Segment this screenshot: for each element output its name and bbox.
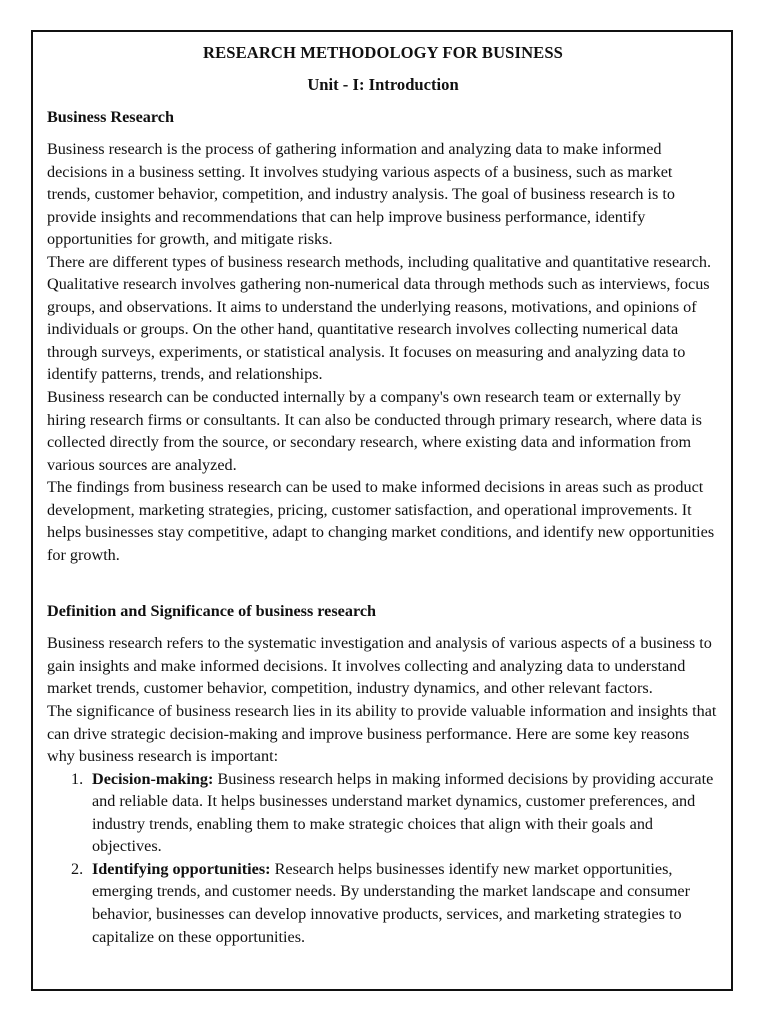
page-border xyxy=(31,30,733,991)
paragraph: Business research can be conducted internally by a company's own research team or externally by hiring research firms or consultants. It can also be conducted through primary research, where data is collected directly from the source, or secondary research, where existing data and information from various sources are analyzed. xyxy=(47,388,702,474)
list-text: Business research helps in making informed decisions by providing accurate and reliable data. It helps businesses understand market dynamics, customer preferences, and industry trends, enabling them to make strategic choices that align with their goals and objectives. xyxy=(92,769,714,856)
list-item xyxy=(47,858,719,948)
document-title: RESEARCH METHODOLOGY FOR BUSINESS xyxy=(203,43,563,62)
paragraph: There are different types of business research methods, including qualitative and quantitative research. Qualitative research involves gathering non-numerical data through methods such as interviews, focus groups, and observations. It aims to understand the underlying reasons, motivations, and opinions of individuals or groups. On the other hand, quantitative research involves collecting numerical data through surveys, experiments, or statistical analysis. It focuses on measuring and analyzing data to identify patterns, trends, and relationships. xyxy=(47,252,712,384)
list-term: Identifying opportunities: xyxy=(92,859,271,878)
section-body-definition-significance xyxy=(47,632,719,948)
paragraph: The findings from business research can be used to make informed decisions in areas such as product development, marketing strategies, pricing, customer satisfaction, and operational improvements. It helps businesses stay competitive, adapt to changing market conditions, and identify new opportunities for growth. xyxy=(47,478,715,564)
section-heading-definition-significance: Definition and Significance of business research xyxy=(47,602,377,621)
list-number: 2. xyxy=(71,859,84,878)
paragraph: Business research is the process of gathering information and analyzing data to make informed decisions in a business setting. It involves studying various aspects of a business, such as market trends, customer behavior, competition, and industry analysis. The goal of business research is to provide insights and recommendations that can help improve business performance, identify opportunities for growth, and mitigate risks. xyxy=(47,140,675,249)
section-body-business-research xyxy=(47,138,719,566)
list-number: 1. xyxy=(71,769,84,788)
document-content xyxy=(47,42,719,948)
paragraph: The significance of business research lies in its ability to provide valuable information and insights that can drive strategic decision-making and improve business performance. Here are some key reasons why business research is important: xyxy=(47,702,717,766)
list-item xyxy=(47,768,719,858)
list-term: Decision-making: xyxy=(92,769,214,788)
reasons-list xyxy=(47,768,719,948)
paragraph: Business research refers to the systematic investigation and analysis of various aspects of a business to gain insights and make informed decisions. It involves collecting and analyzing data to understand market trends, customer behavior, competition, industry dynamics, and other relevant factors. xyxy=(47,634,712,698)
unit-title: Unit - I: Introduction xyxy=(307,75,459,94)
list-text: Research helps businesses identify new market opportunities, emerging trends, and customer needs. By understanding the market landscape and consumer behavior, businesses can develop innovative products, services, and marketing strategies to capitalize on these opportunities. xyxy=(92,859,691,946)
section-heading-business-research: Business Research xyxy=(47,108,174,126)
